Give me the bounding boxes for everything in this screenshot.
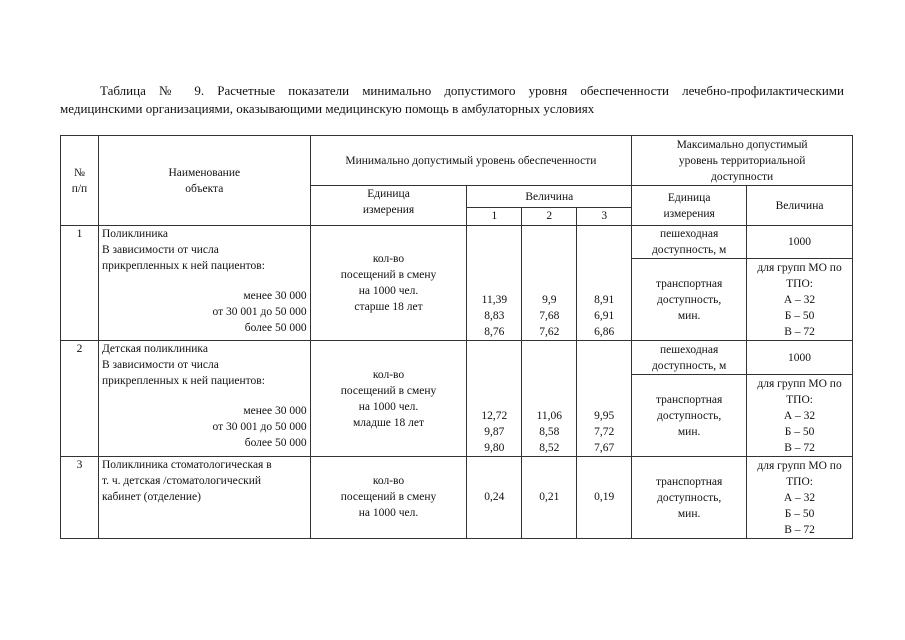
value-cell: 0,21 — [522, 457, 577, 539]
header-unit-2: Единица измерения — [632, 186, 747, 226]
header-unit: Единица измерения — [310, 186, 467, 226]
header-value-2: Величина — [747, 186, 853, 226]
value-cell: 0,24 — [467, 457, 522, 539]
value-cell: 7,67 — [594, 442, 615, 454]
trans-value: для групп МО по ТПО: А – 32 Б – 50 В – 72 — [747, 259, 853, 341]
value-col-1 — [467, 226, 522, 341]
header-min-level: Минимально допустимый уровень обеспеченности — [310, 136, 632, 186]
table-caption — [60, 82, 844, 118]
value-cell: 8,58 — [539, 426, 560, 438]
caption-line-1: Таблица № 9. Расчетные показатели минимально допустимого уровня обеспеченности лечебно-профилактическими — [100, 83, 844, 98]
header-name: Наименование объекта — [98, 136, 310, 226]
value-cell: 7,72 — [594, 426, 615, 438]
range-label: менее 30 000 — [243, 290, 307, 302]
row-name-cell — [98, 226, 310, 341]
value-col-2 — [522, 226, 577, 341]
value-col-3 — [577, 226, 632, 341]
row-num: 2 — [61, 341, 99, 457]
value-cell: 7,68 — [539, 310, 560, 322]
value-cell: 9,95 — [594, 410, 615, 422]
row-unit: кол-во посещений в смену на 1000 чел. — [310, 457, 467, 539]
walk-value: 1000 — [747, 226, 853, 259]
range-label: более 50 000 — [244, 322, 307, 334]
value-cell: 9,87 — [484, 426, 505, 438]
walk-unit: пешеходная доступность, м — [632, 341, 747, 375]
header-value: Величина — [467, 186, 632, 208]
range-label: от 30 001 до 50 000 — [212, 421, 307, 433]
value-cell: 12,72 — [481, 410, 508, 422]
value-cell: 0,19 — [577, 457, 632, 539]
walk-unit: пешеходная доступность, м — [632, 226, 747, 259]
range-label: менее 30 000 — [243, 405, 307, 417]
row-name: Поликлиника стоматологическая в т. ч. детская /стоматологический кабинет (отделение) — [98, 457, 310, 539]
value-cell: 11,39 — [481, 294, 508, 306]
value-col-3 — [577, 341, 632, 457]
row-name: Поликлиника В зависимости от числа прикрепленных к ней пациентов: — [101, 228, 265, 272]
value-col-2 — [522, 341, 577, 457]
value-cell: 6,86 — [594, 326, 615, 338]
trans-unit: транспортная доступность, мин. — [632, 259, 747, 341]
row-num: 1 — [61, 226, 99, 341]
value-cell: 8,91 — [594, 294, 615, 306]
table-row — [61, 226, 853, 259]
trans-unit: транспортная доступность, мин. — [632, 457, 747, 539]
row-name: Детская поликлиника В зависимости от числа прикрепленных к ней пациентов: — [101, 343, 265, 387]
value-cell: 9,9 — [542, 294, 557, 306]
row-unit: кол-во посещений в смену на 1000 чел. младше 18 лет — [310, 341, 467, 457]
value-cell: 9,80 — [484, 442, 505, 454]
norms-table — [60, 135, 853, 539]
header-col-3: 3 — [577, 208, 632, 226]
value-cell: 7,62 — [539, 326, 560, 338]
walk-value: 1000 — [747, 341, 853, 375]
trans-value: для групп МО по ТПО: А – 32 Б – 50 В – 72 — [747, 375, 853, 457]
caption-line-2: медицинскими организациями, оказывающими медицинскую помощь в амбулаторных условиях — [60, 101, 595, 116]
range-label: от 30 001 до 50 000 — [212, 306, 307, 318]
row-num: 3 — [61, 457, 99, 539]
table-row — [61, 341, 853, 375]
table-row — [61, 457, 853, 539]
value-cell: 8,83 — [484, 310, 505, 322]
value-col-1 — [467, 341, 522, 457]
row-name-cell — [98, 341, 310, 457]
value-cell: 8,52 — [539, 442, 560, 454]
value-cell: 11,06 — [536, 410, 563, 422]
header-max-access: Максимально допустимый уровень территориальной доступности — [632, 136, 853, 186]
header-col-1: 1 — [467, 208, 522, 226]
header-col-2: 2 — [522, 208, 577, 226]
header-num: № п/п — [61, 136, 99, 226]
value-cell: 8,76 — [484, 326, 505, 338]
range-label: более 50 000 — [244, 437, 307, 449]
value-cell: 6,91 — [594, 310, 615, 322]
trans-value: для групп МО по ТПО: А – 32 Б – 50 В – 72 — [747, 457, 853, 539]
row-unit: кол-во посещений в смену на 1000 чел. старше 18 лет — [310, 226, 467, 341]
trans-unit: транспортная доступность, мин. — [632, 375, 747, 457]
